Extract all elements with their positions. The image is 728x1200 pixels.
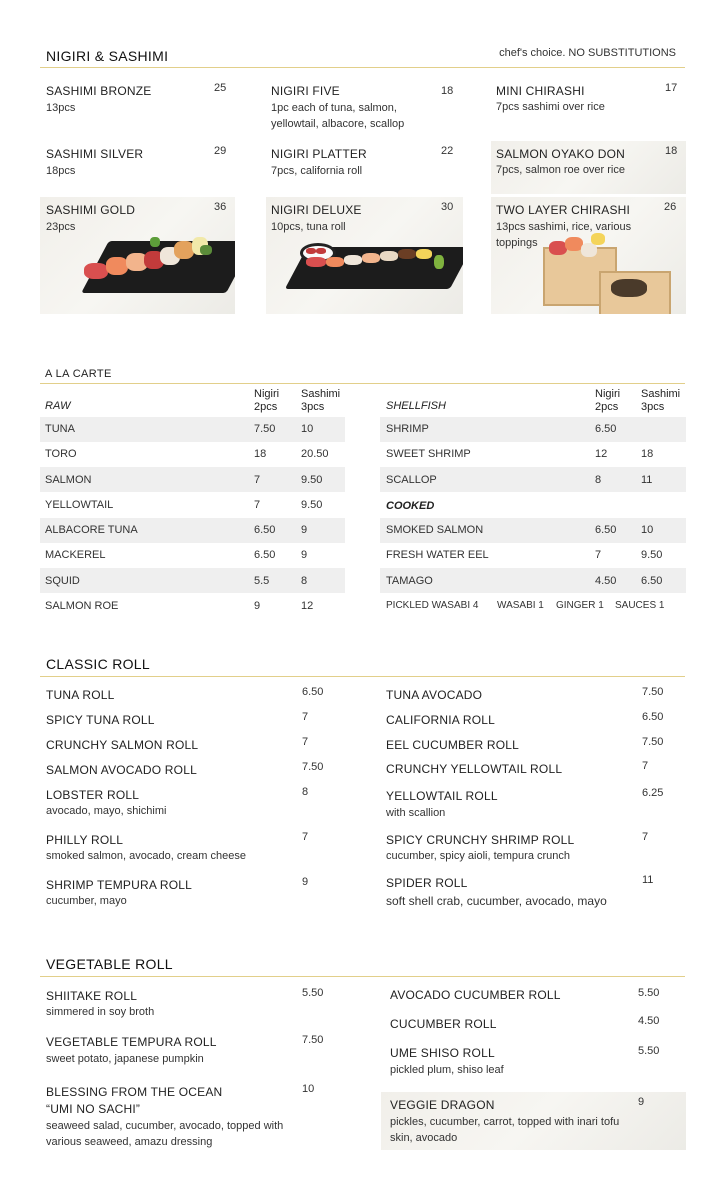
sashimi-col-sub: 3pcs	[301, 401, 325, 413]
raw-item-sashimi: 20.50	[301, 448, 329, 460]
veg-roll-desc: seaweed salad, cucumber, avocado, topped with various seaweed, amazu dressing	[46, 1120, 284, 1148]
roll-name: TUNA AVOCADO	[386, 688, 483, 702]
nigiri-col-label: Nigiri	[254, 388, 280, 400]
roll-name: CRUNCHY YELLOWTAIL ROLL	[386, 762, 563, 776]
veg-roll-desc: pickles, cucumber, carrot, topped with inari tofu skin, avocado	[390, 1116, 620, 1144]
cooked-item-name: TAMAGO	[386, 575, 433, 587]
roll-desc: avocado, mayo, shichimi	[46, 805, 167, 817]
roll-price: 7.50	[642, 686, 664, 698]
raw-item-nigiri: 9	[254, 600, 261, 612]
price-sashimi-gold: 36	[214, 201, 227, 213]
cooked-item-nigiri: 4.50	[595, 575, 617, 587]
desc-nigiri-deluxe: 10pcs, tuna roll	[271, 221, 346, 233]
cooked-item-nigiri: 7	[595, 549, 602, 561]
sashimi-col-header	[301, 388, 340, 414]
raw-item-sashimi: 10	[301, 423, 314, 435]
substitution-note: chef's choice. NO SUBSTITUTIONS	[499, 47, 676, 59]
desc-nigiri-five: 1pc each of tuna, salmon, yellowtail, albacore, scallop	[271, 102, 405, 130]
roll-price: 6.50	[302, 686, 324, 698]
roll-price: 7	[302, 736, 309, 748]
price-nigiri-five: 18	[441, 85, 454, 97]
shellfish-category-label: SHELLFISH	[386, 400, 446, 412]
raw-item-nigiri: 7.50	[254, 423, 276, 435]
raw-item-sashimi: 9	[301, 524, 308, 536]
roll-name: EEL CUCUMBER ROLL	[386, 738, 519, 752]
veg-roll-name: AVOCADO CUCUMBER ROLL	[390, 988, 561, 1002]
raw-item-name: TORO	[45, 448, 77, 460]
roll-name: PHILLY ROLL	[46, 833, 124, 847]
roll-desc: cucumber, spicy aioli, tempura crunch	[386, 850, 571, 862]
roll-price: 11	[642, 874, 654, 886]
sashimi-col-label: Sashimi	[301, 388, 341, 400]
roll-price: 6.50	[642, 711, 664, 723]
nigiri-col-label: Nigiri	[595, 388, 621, 400]
roll-price: 7	[302, 831, 309, 843]
roll-desc: cucumber, mayo	[46, 895, 127, 907]
item-nigiri-platter: NIGIRI PLATTER	[271, 147, 367, 161]
raw-item-sashimi: 9.50	[301, 499, 323, 511]
veg-roll-name: VEGETABLE TEMPURA ROLL	[46, 1035, 217, 1049]
extra-sauces: SAUCES 1	[615, 600, 665, 611]
raw-item-name: ALBACORE TUNA	[45, 524, 138, 536]
price-nigiri-deluxe: 30	[441, 201, 454, 213]
roll-price: 7	[642, 760, 649, 772]
price-sashimi-silver: 29	[214, 145, 227, 157]
item-nigiri-five: NIGIRI FIVE	[271, 84, 340, 98]
raw-item-sashimi: 12	[301, 600, 314, 612]
veg-roll-price: 7.50	[302, 1034, 324, 1046]
veg-roll-price: 5.50	[302, 987, 324, 999]
roll-desc: soft shell crab, cucumber, avocado, mayo	[386, 894, 607, 908]
nigiri-col-sub: 2pcs	[254, 401, 278, 413]
shellfish-item-nigiri: 12	[595, 448, 608, 460]
raw-item-nigiri: 6.50	[254, 524, 276, 536]
veg-roll-name: CUCUMBER ROLL	[390, 1017, 497, 1031]
cooked-item-name: SMOKED SALMON	[386, 524, 484, 536]
classic-roll-title: CLASSIC ROLL	[46, 656, 150, 672]
veg-roll-desc: sweet potato, japanese pumpkin	[46, 1053, 204, 1065]
desc-two-layer-chirashi: 13pcs sashimi, rice, various toppings	[496, 221, 632, 249]
section-divider	[40, 67, 685, 68]
desc-salmon-oyako-don: 7pcs, salmon roe over rice	[496, 164, 625, 176]
item-two-layer-chirashi: TWO LAYER CHIRASHI	[496, 203, 631, 217]
roll-price: 7	[302, 711, 309, 723]
roll-name: CRUNCHY SALMON ROLL	[46, 738, 199, 752]
section-divider	[40, 383, 685, 384]
raw-item-sashimi: 9.50	[301, 474, 323, 486]
price-sashimi-bronze: 25	[214, 82, 227, 94]
item-sashimi-bronze: SASHIMI BRONZE	[46, 84, 152, 98]
extra-pickled-wasabi: PICKLED WASABI 4	[386, 600, 479, 611]
raw-item-nigiri: 7	[254, 474, 261, 486]
shellfish-item-nigiri: 6.50	[595, 423, 617, 435]
raw-item-name: SQUID	[45, 575, 80, 587]
section-divider	[40, 676, 685, 677]
raw-item-name: TUNA	[45, 423, 75, 435]
sashimi-col-sub: 3pcs	[641, 401, 665, 413]
cooked-item-sashimi: 9.50	[641, 549, 663, 561]
roll-name: LOBSTER ROLL	[46, 788, 140, 802]
veg-roll-name: VEGGIE DRAGON	[390, 1098, 495, 1112]
veg-roll-price: 10	[302, 1083, 315, 1095]
nigiri-col-sub: 2pcs	[595, 401, 619, 413]
cooked-item-sashimi: 10	[641, 524, 654, 536]
raw-item-sashimi: 9	[301, 549, 308, 561]
cooked-category-label: COOKED	[386, 500, 435, 512]
desc-nigiri-platter: 7pcs, california roll	[271, 165, 363, 177]
roll-name: TUNA ROLL	[46, 688, 115, 702]
roll-name: SPIDER ROLL	[386, 876, 468, 890]
cooked-item-name: FRESH WATER EEL	[386, 549, 489, 561]
vegetable-roll-title: VEGETABLE ROLL	[46, 956, 173, 972]
raw-item-name: SALMON ROE	[45, 600, 119, 612]
row-shade	[40, 417, 345, 442]
shellfish-item-name: SWEET SHRIMP	[386, 448, 471, 460]
raw-item-name: YELLOWTAIL	[45, 499, 114, 511]
section-divider	[40, 976, 685, 977]
item-mini-chirashi: MINI CHIRASHI	[496, 84, 585, 98]
shellfish-item-nigiri: 8	[595, 474, 602, 486]
desc-mini-chirashi: 7pcs sashimi over rice	[496, 101, 605, 113]
a-la-carte-title: A LA CARTE	[45, 368, 112, 380]
roll-price: 8	[302, 786, 309, 798]
item-sashimi-silver: SASHIMI SILVER	[46, 147, 144, 161]
raw-item-nigiri: 6.50	[254, 549, 276, 561]
roll-name: SHRIMP TEMPURA ROLL	[46, 878, 193, 892]
raw-category-label: RAW	[45, 400, 71, 412]
veg-roll-price: 5.50	[638, 1045, 660, 1057]
roll-name: CALIFORNIA ROLL	[386, 713, 496, 727]
roll-name: SPICY CRUNCHY SHRIMP ROLL	[386, 833, 575, 847]
roll-name: SPICY TUNA ROLL	[46, 713, 155, 727]
item-salmon-oyako-don: SALMON OYAKO DON	[496, 147, 626, 161]
shellfish-item-name: SHRIMP	[386, 423, 429, 435]
shellfish-item-name: SCALLOP	[386, 474, 437, 486]
sashimi-col-header-right	[641, 388, 680, 414]
price-salmon-oyako-don: 18	[665, 145, 678, 157]
raw-item-sashimi: 8	[301, 575, 308, 587]
shellfish-item-sashimi: 18	[641, 448, 654, 460]
veg-roll-name: UME SHISO ROLL	[390, 1046, 495, 1060]
roll-price: 7.50	[302, 761, 324, 773]
raw-item-name: MACKEREL	[45, 549, 106, 561]
item-sashimi-gold: SASHIMI GOLD	[46, 203, 136, 217]
veg-roll-desc: pickled plum, shiso leaf	[390, 1064, 504, 1076]
price-mini-chirashi: 17	[665, 82, 678, 94]
roll-price: 7	[642, 831, 649, 843]
veg-roll-desc: simmered in soy broth	[46, 1006, 155, 1018]
row-shade	[40, 568, 345, 593]
desc-sashimi-bronze: 13pcs	[46, 102, 76, 114]
nigiri-col-header	[254, 388, 279, 414]
extra-ginger: GINGER 1	[556, 600, 604, 611]
nigiri-sashimi-title: NIGIRI & SASHIMI	[46, 48, 169, 64]
sashimi-col-label: Sashimi	[641, 388, 681, 400]
item-nigiri-deluxe: NIGIRI DELUXE	[271, 203, 362, 217]
raw-item-nigiri: 5.5	[254, 575, 270, 587]
nigiri-col-header-right	[595, 388, 620, 414]
veg-roll-name: BLESSING FROM THE OCEAN	[46, 1085, 223, 1099]
roll-desc: smoked salmon, avocado, cream cheese	[46, 850, 246, 862]
veg-roll-price: 9	[638, 1096, 645, 1108]
roll-price: 9	[302, 876, 309, 888]
raw-item-nigiri: 18	[254, 448, 267, 460]
roll-name: YELLOWTAIL ROLL	[386, 789, 498, 803]
raw-item-name: SALMON	[45, 474, 92, 486]
roll-name: SALMON AVOCADO ROLL	[46, 763, 197, 777]
roll-price: 7.50	[642, 736, 664, 748]
veg-roll-price: 5.50	[638, 987, 660, 999]
price-two-layer-chirashi: 26	[664, 201, 677, 213]
price-nigiri-platter: 22	[441, 145, 454, 157]
raw-item-nigiri: 7	[254, 499, 261, 511]
veg-roll-subname: “UMI NO SACHI”	[46, 1102, 141, 1116]
desc-sashimi-silver: 18pcs	[46, 165, 76, 177]
veg-roll-name: SHIITAKE ROLL	[46, 989, 138, 1003]
desc-sashimi-gold: 23pcs	[46, 221, 76, 233]
roll-desc: with scallion	[386, 807, 446, 819]
cooked-item-sashimi: 6.50	[641, 575, 663, 587]
veg-roll-price: 4.50	[638, 1015, 660, 1027]
roll-price: 6.25	[642, 787, 664, 799]
extra-wasabi: WASABI 1	[497, 600, 544, 611]
shellfish-item-sashimi: 11	[641, 474, 653, 486]
cooked-item-nigiri: 6.50	[595, 524, 617, 536]
